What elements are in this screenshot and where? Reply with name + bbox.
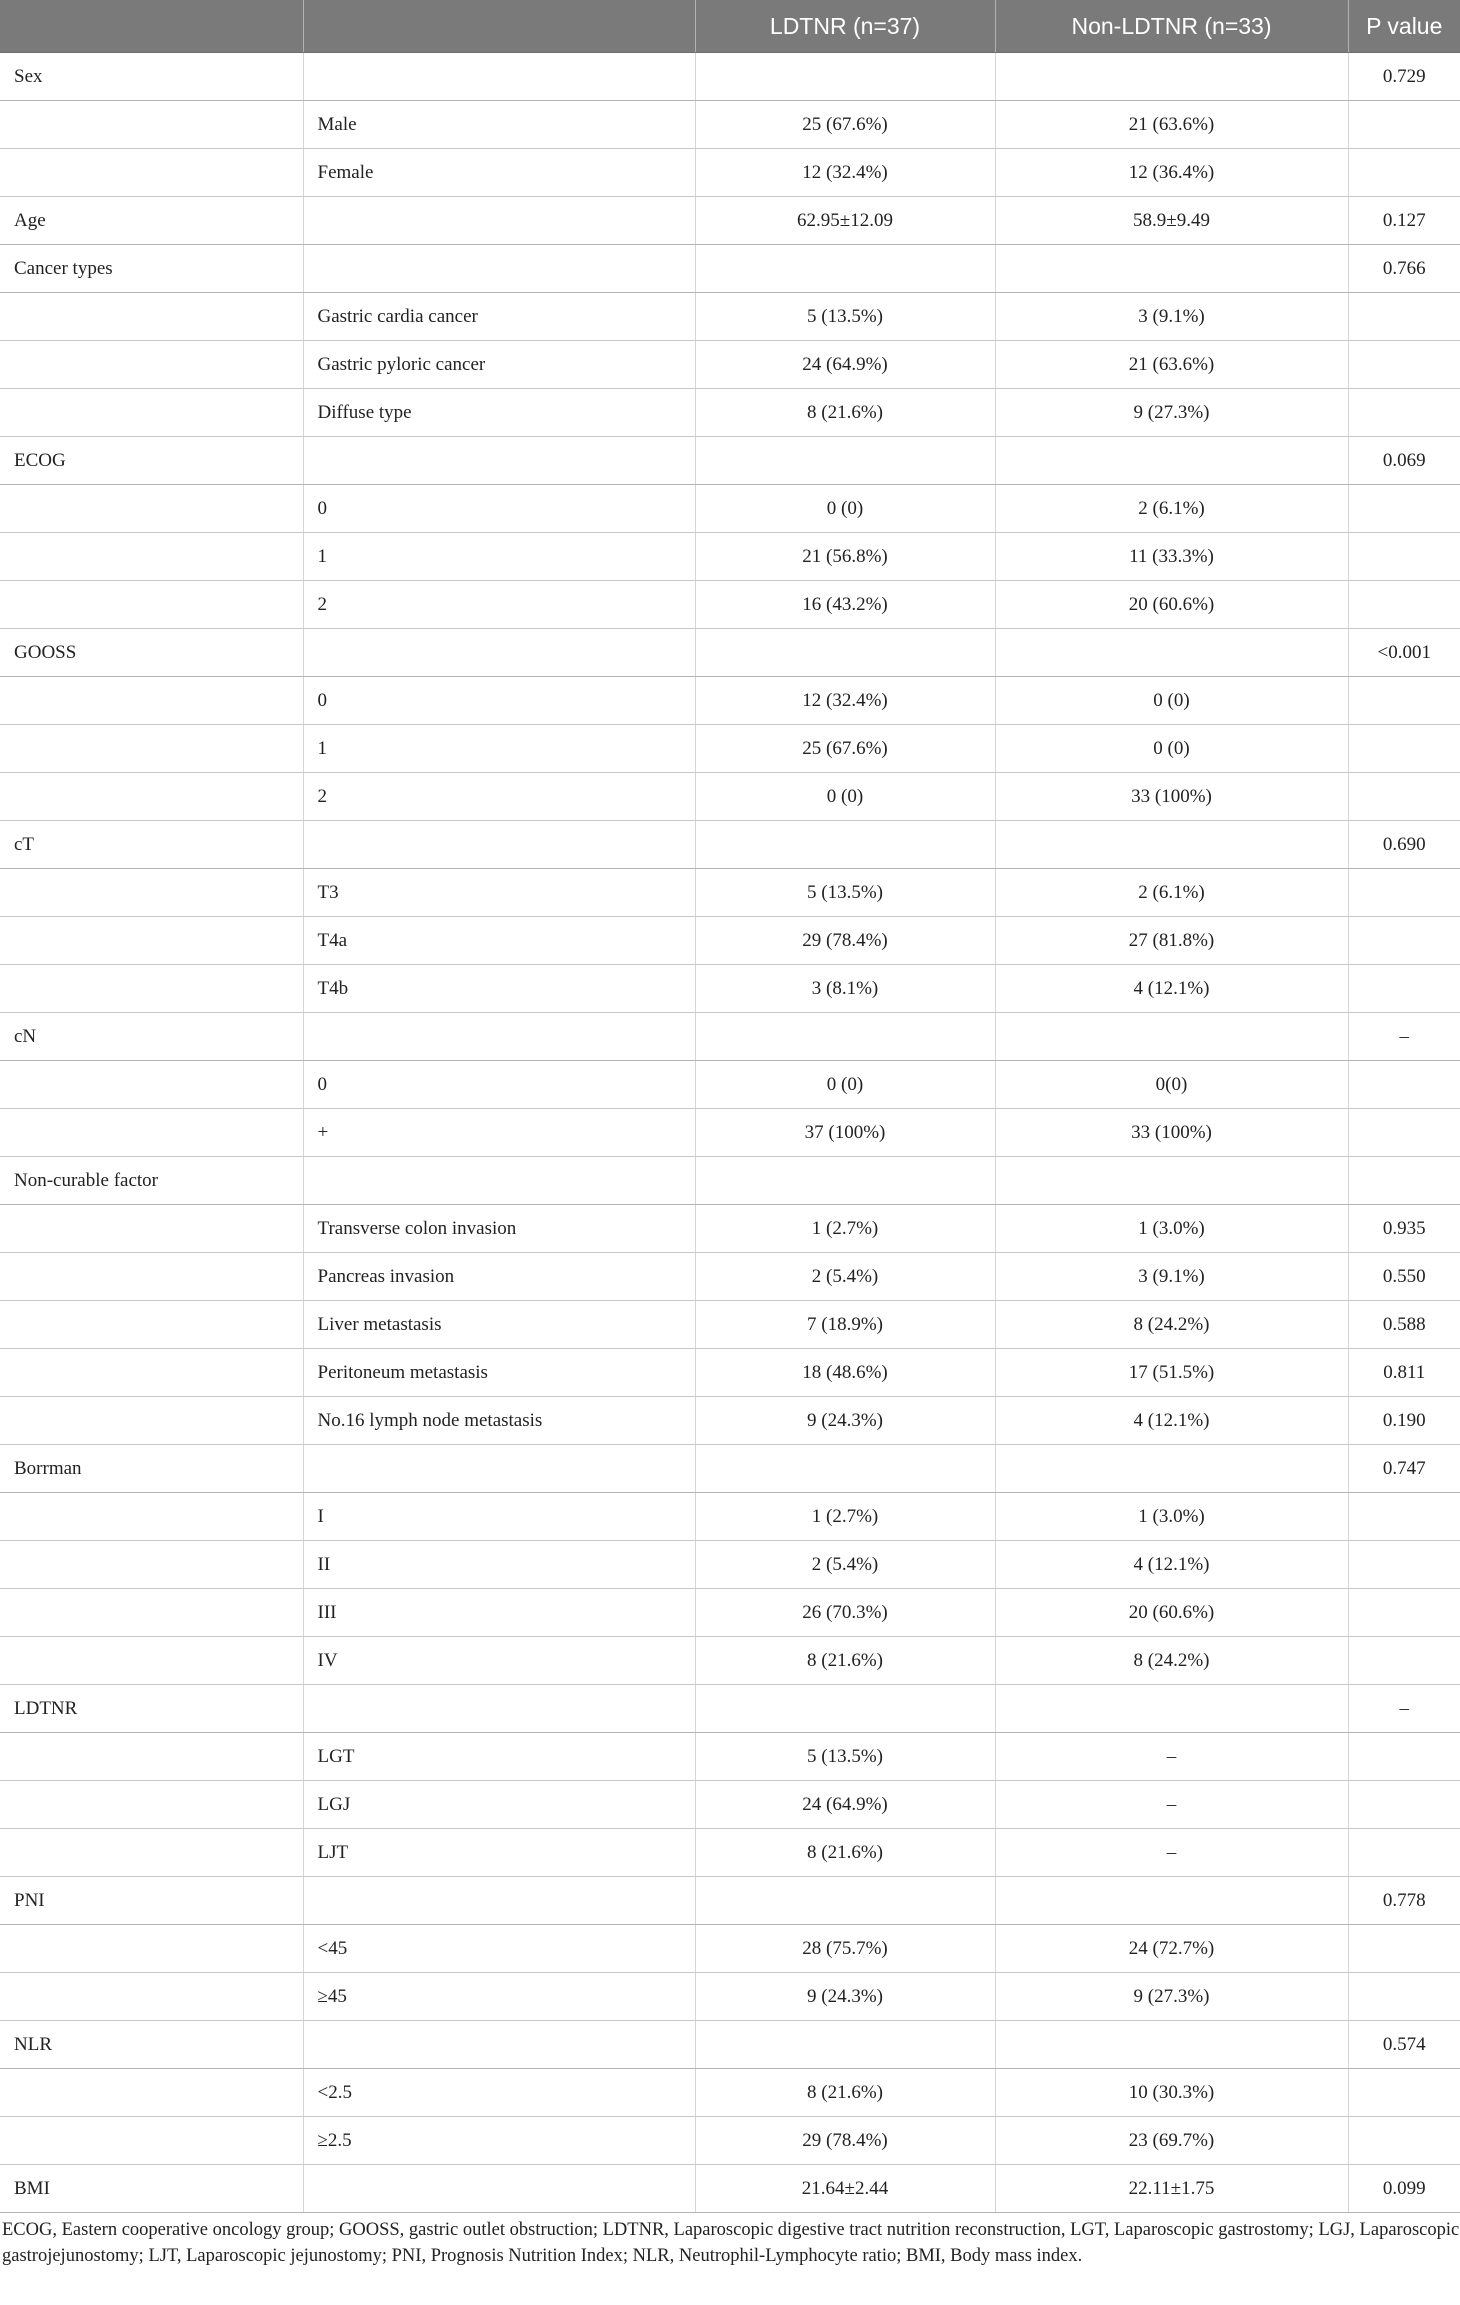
cell-ldtnr: 12 (32.4%) — [695, 677, 995, 725]
cell-non-ldtnr: 2 (6.1%) — [995, 869, 1348, 917]
cell-level: T4a — [303, 917, 695, 965]
table-body — [0, 53, 1460, 2213]
cell-ldtnr — [695, 1445, 995, 1493]
cell-p-value: 0.588 — [1348, 1301, 1460, 1349]
cell-p-value — [1348, 1109, 1460, 1157]
cell-p-value — [1348, 773, 1460, 821]
cell-ldtnr: 5 (13.5%) — [695, 869, 995, 917]
table-row — [0, 1829, 1460, 1877]
cell-ldtnr: 29 (78.4%) — [695, 2117, 995, 2165]
cell-ldtnr: 1 (2.7%) — [695, 1205, 995, 1253]
cell-variable — [0, 1733, 303, 1781]
cell-p-value — [1348, 1781, 1460, 1829]
cell-p-value — [1348, 1973, 1460, 2021]
table-row — [0, 1205, 1460, 1253]
cell-non-ldtnr — [995, 1157, 1348, 1205]
cell-ldtnr: 2 (5.4%) — [695, 1253, 995, 1301]
cell-ldtnr: 8 (21.6%) — [695, 389, 995, 437]
cell-variable — [0, 1205, 303, 1253]
cell-ldtnr: 3 (8.1%) — [695, 965, 995, 1013]
cell-p-value — [1348, 581, 1460, 629]
cell-p-value: – — [1348, 1685, 1460, 1733]
table-row — [0, 197, 1460, 245]
table-row — [0, 2021, 1460, 2069]
cell-level: Pancreas invasion — [303, 1253, 695, 1301]
cell-level: 1 — [303, 533, 695, 581]
cell-non-ldtnr: – — [995, 1733, 1348, 1781]
cell-p-value — [1348, 725, 1460, 773]
cell-ldtnr: 8 (21.6%) — [695, 1829, 995, 1877]
cell-non-ldtnr: 21 (63.6%) — [995, 341, 1348, 389]
table-row — [0, 53, 1460, 101]
cell-non-ldtnr: 8 (24.2%) — [995, 1637, 1348, 1685]
cell-level: 2 — [303, 581, 695, 629]
cell-variable — [0, 917, 303, 965]
cell-level: Male — [303, 101, 695, 149]
cell-ldtnr: 8 (21.6%) — [695, 2069, 995, 2117]
cell-level: Gastric cardia cancer — [303, 293, 695, 341]
cell-ldtnr — [695, 1877, 995, 1925]
cell-non-ldtnr: 4 (12.1%) — [995, 1541, 1348, 1589]
cell-level: III — [303, 1589, 695, 1637]
cell-level: T3 — [303, 869, 695, 917]
cell-p-value — [1348, 101, 1460, 149]
cell-level: LGJ — [303, 1781, 695, 1829]
cell-level: Peritoneum metastasis — [303, 1349, 695, 1397]
table-row — [0, 1061, 1460, 1109]
cell-ldtnr: 25 (67.6%) — [695, 725, 995, 773]
cell-variable: Sex — [0, 53, 303, 101]
table-row — [0, 149, 1460, 197]
cell-p-value: 0.729 — [1348, 53, 1460, 101]
cell-p-value: 0.190 — [1348, 1397, 1460, 1445]
cell-variable — [0, 869, 303, 917]
cell-non-ldtnr: 23 (69.7%) — [995, 2117, 1348, 2165]
cell-level: 0 — [303, 677, 695, 725]
cell-ldtnr: 9 (24.3%) — [695, 1397, 995, 1445]
cell-p-value: 0.766 — [1348, 245, 1460, 293]
table-row — [0, 773, 1460, 821]
cell-variable — [0, 1493, 303, 1541]
table-row — [0, 101, 1460, 149]
cell-level: IV — [303, 1637, 695, 1685]
cell-level — [303, 1685, 695, 1733]
cell-variable — [0, 533, 303, 581]
cell-ldtnr: 2 (5.4%) — [695, 1541, 995, 1589]
cell-ldtnr — [695, 437, 995, 485]
cell-p-value — [1348, 1925, 1460, 1973]
table-row — [0, 2165, 1460, 2213]
cell-variable: GOOSS — [0, 629, 303, 677]
cell-variable — [0, 1349, 303, 1397]
cell-ldtnr: 25 (67.6%) — [695, 101, 995, 149]
cell-variable — [0, 1781, 303, 1829]
cell-level — [303, 2021, 695, 2069]
cell-level — [303, 53, 695, 101]
cell-non-ldtnr: 3 (9.1%) — [995, 1253, 1348, 1301]
cell-p-value — [1348, 965, 1460, 1013]
cell-variable: NLR — [0, 2021, 303, 2069]
cell-ldtnr: 29 (78.4%) — [695, 917, 995, 965]
table-row — [0, 1589, 1460, 1637]
cell-variable — [0, 1109, 303, 1157]
table-row — [0, 1445, 1460, 1493]
cell-non-ldtnr: 4 (12.1%) — [995, 965, 1348, 1013]
cell-non-ldtnr — [995, 245, 1348, 293]
cell-variable — [0, 101, 303, 149]
table-row — [0, 629, 1460, 677]
cell-variable: PNI — [0, 1877, 303, 1925]
cell-level: II — [303, 1541, 695, 1589]
cell-level: 0 — [303, 485, 695, 533]
table-row — [0, 293, 1460, 341]
cell-ldtnr: 24 (64.9%) — [695, 1781, 995, 1829]
cell-non-ldtnr: 21 (63.6%) — [995, 101, 1348, 149]
cell-non-ldtnr: 0 (0) — [995, 725, 1348, 773]
cell-ldtnr: 16 (43.2%) — [695, 581, 995, 629]
cell-non-ldtnr — [995, 1445, 1348, 1493]
cell-variable: Borrman — [0, 1445, 303, 1493]
cell-variable — [0, 293, 303, 341]
cell-ldtnr — [695, 245, 995, 293]
cell-variable: BMI — [0, 2165, 303, 2213]
cell-non-ldtnr — [995, 1013, 1348, 1061]
cell-level — [303, 2165, 695, 2213]
cell-p-value — [1348, 341, 1460, 389]
cell-ldtnr: 18 (48.6%) — [695, 1349, 995, 1397]
table-row — [0, 1253, 1460, 1301]
table-row — [0, 2069, 1460, 2117]
cell-p-value — [1348, 1157, 1460, 1205]
cell-non-ldtnr: – — [995, 1781, 1348, 1829]
cell-ldtnr: 28 (75.7%) — [695, 1925, 995, 1973]
cell-ldtnr — [695, 1685, 995, 1733]
cell-non-ldtnr: 1 (3.0%) — [995, 1493, 1348, 1541]
table-row — [0, 1637, 1460, 1685]
cell-p-value — [1348, 293, 1460, 341]
table-row — [0, 1877, 1460, 1925]
table-row — [0, 1541, 1460, 1589]
cell-non-ldtnr: 17 (51.5%) — [995, 1349, 1348, 1397]
header-p-value: P value — [1348, 0, 1460, 53]
table-row — [0, 1973, 1460, 2021]
cell-variable — [0, 725, 303, 773]
cell-non-ldtnr — [995, 53, 1348, 101]
cell-non-ldtnr: 11 (33.3%) — [995, 533, 1348, 581]
cell-p-value: 0.099 — [1348, 2165, 1460, 2213]
table-row — [0, 533, 1460, 581]
cell-non-ldtnr: 58.9±9.49 — [995, 197, 1348, 245]
cell-non-ldtnr — [995, 437, 1348, 485]
cell-level — [303, 1877, 695, 1925]
cell-p-value: 0.069 — [1348, 437, 1460, 485]
table-row — [0, 869, 1460, 917]
cell-p-value: <0.001 — [1348, 629, 1460, 677]
header-variable — [0, 0, 303, 53]
cell-level — [303, 1157, 695, 1205]
cell-ldtnr — [695, 53, 995, 101]
cell-variable — [0, 1829, 303, 1877]
cell-level: <2.5 — [303, 2069, 695, 2117]
table-row — [0, 1301, 1460, 1349]
table-row — [0, 1157, 1460, 1205]
cell-p-value: 0.690 — [1348, 821, 1460, 869]
cell-variable: LDTNR — [0, 1685, 303, 1733]
table-row — [0, 1925, 1460, 1973]
cell-variable: Non-curable factor — [0, 1157, 303, 1205]
table-row — [0, 821, 1460, 869]
cell-p-value — [1348, 1589, 1460, 1637]
table-row — [0, 581, 1460, 629]
table-row — [0, 677, 1460, 725]
table-row — [0, 725, 1460, 773]
cell-variable — [0, 1589, 303, 1637]
table-row — [0, 1781, 1460, 1829]
cell-level: I — [303, 1493, 695, 1541]
table-row — [0, 485, 1460, 533]
cell-non-ldtnr — [995, 1685, 1348, 1733]
cell-p-value — [1348, 149, 1460, 197]
cell-ldtnr — [695, 629, 995, 677]
cell-level — [303, 245, 695, 293]
table-row — [0, 341, 1460, 389]
cell-level: 0 — [303, 1061, 695, 1109]
cell-variable: cN — [0, 1013, 303, 1061]
cell-ldtnr: 12 (32.4%) — [695, 149, 995, 197]
table-row — [0, 1493, 1460, 1541]
cell-ldtnr: 8 (21.6%) — [695, 1637, 995, 1685]
cell-level: Diffuse type — [303, 389, 695, 437]
cell-variable: cT — [0, 821, 303, 869]
cell-non-ldtnr: 33 (100%) — [995, 773, 1348, 821]
cell-non-ldtnr — [995, 821, 1348, 869]
table-row — [0, 1349, 1460, 1397]
header-level — [303, 0, 695, 53]
cell-level — [303, 437, 695, 485]
cell-variable — [0, 2069, 303, 2117]
cell-level: + — [303, 1109, 695, 1157]
table-row — [0, 1013, 1460, 1061]
cell-variable — [0, 2117, 303, 2165]
cell-p-value: – — [1348, 1013, 1460, 1061]
cell-p-value — [1348, 1541, 1460, 1589]
cell-non-ldtnr: 9 (27.3%) — [995, 1973, 1348, 2021]
cell-level: Gastric pyloric cancer — [303, 341, 695, 389]
cell-level: No.16 lymph node metastasis — [303, 1397, 695, 1445]
cell-non-ldtnr: 20 (60.6%) — [995, 1589, 1348, 1637]
cell-ldtnr: 9 (24.3%) — [695, 1973, 995, 2021]
cell-ldtnr: 24 (64.9%) — [695, 341, 995, 389]
cell-non-ldtnr: 24 (72.7%) — [995, 1925, 1348, 1973]
cell-non-ldtnr: 22.11±1.75 — [995, 2165, 1348, 2213]
cell-non-ldtnr: 0(0) — [995, 1061, 1348, 1109]
cell-p-value — [1348, 2069, 1460, 2117]
cell-variable — [0, 1061, 303, 1109]
table-row — [0, 2117, 1460, 2165]
cell-non-ldtnr: 33 (100%) — [995, 1109, 1348, 1157]
cell-p-value: 0.778 — [1348, 1877, 1460, 1925]
cell-p-value — [1348, 1493, 1460, 1541]
cell-non-ldtnr: 20 (60.6%) — [995, 581, 1348, 629]
cell-ldtnr: 37 (100%) — [695, 1109, 995, 1157]
cell-level: 2 — [303, 773, 695, 821]
cell-variable — [0, 149, 303, 197]
cell-non-ldtnr: 10 (30.3%) — [995, 2069, 1348, 2117]
table-row — [0, 965, 1460, 1013]
cell-ldtnr: 5 (13.5%) — [695, 293, 995, 341]
cell-variable: ECOG — [0, 437, 303, 485]
cell-variable: Cancer types — [0, 245, 303, 293]
cell-variable — [0, 1541, 303, 1589]
cell-non-ldtnr: – — [995, 1829, 1348, 1877]
cell-variable — [0, 677, 303, 725]
header-row — [0, 0, 1460, 53]
table-row — [0, 245, 1460, 293]
cell-ldtnr: 62.95±12.09 — [695, 197, 995, 245]
cell-non-ldtnr — [995, 2021, 1348, 2069]
cell-ldtnr — [695, 1157, 995, 1205]
cell-p-value — [1348, 1637, 1460, 1685]
cell-level: Liver metastasis — [303, 1301, 695, 1349]
cell-p-value — [1348, 2117, 1460, 2165]
cell-ldtnr: 0 (0) — [695, 1061, 995, 1109]
cell-level: 1 — [303, 725, 695, 773]
cell-p-value — [1348, 1829, 1460, 1877]
cell-variable — [0, 773, 303, 821]
cell-non-ldtnr: 1 (3.0%) — [995, 1205, 1348, 1253]
cell-level: ≥2.5 — [303, 2117, 695, 2165]
cell-level: ≥45 — [303, 1973, 695, 2021]
cell-non-ldtnr: 0 (0) — [995, 677, 1348, 725]
cell-variable — [0, 581, 303, 629]
cell-non-ldtnr: 8 (24.2%) — [995, 1301, 1348, 1349]
cell-non-ldtnr: 2 (6.1%) — [995, 485, 1348, 533]
cell-variable — [0, 1301, 303, 1349]
cell-ldtnr: 0 (0) — [695, 773, 995, 821]
cell-level: T4b — [303, 965, 695, 1013]
cell-ldtnr: 1 (2.7%) — [695, 1493, 995, 1541]
cell-p-value — [1348, 1061, 1460, 1109]
cell-ldtnr: 7 (18.9%) — [695, 1301, 995, 1349]
cell-p-value: 0.127 — [1348, 197, 1460, 245]
cell-variable — [0, 1397, 303, 1445]
cell-variable — [0, 485, 303, 533]
table-row — [0, 1109, 1460, 1157]
cell-level — [303, 629, 695, 677]
table-row — [0, 917, 1460, 965]
cell-level: Female — [303, 149, 695, 197]
cell-p-value: 0.811 — [1348, 1349, 1460, 1397]
cell-p-value — [1348, 389, 1460, 437]
cell-p-value — [1348, 485, 1460, 533]
cell-variable — [0, 389, 303, 437]
cell-non-ldtnr — [995, 1877, 1348, 1925]
table-footnote: ECOG, Eastern cooperative oncology group; GOOSS, gastric outlet obstruction; LDTNR, Laparoscopic digestive tract nutrition reconstruction, LGT, Laparoscopic gastrostomy; LGJ, Laparoscopic gastrojejunostomy; LJT, Laparoscopic jejunostomy; PNI, Prognosis Nutrition Index; NLR, Neutrophil-Lymphocyte ratio; BMI, Body mass index. — [2, 2220, 1460, 2266]
cell-p-value: 0.574 — [1348, 2021, 1460, 2069]
cell-variable: Age — [0, 197, 303, 245]
cell-non-ldtnr: 27 (81.8%) — [995, 917, 1348, 965]
table-row — [0, 1397, 1460, 1445]
cell-level — [303, 821, 695, 869]
cell-ldtnr — [695, 2021, 995, 2069]
cell-variable — [0, 1925, 303, 1973]
cell-level: Transverse colon invasion — [303, 1205, 695, 1253]
cell-p-value — [1348, 869, 1460, 917]
table-header — [0, 0, 1460, 53]
header-ldtnr: LDTNR (n=37) — [695, 0, 995, 53]
table-row — [0, 1733, 1460, 1781]
table-row — [0, 1685, 1460, 1733]
cell-p-value — [1348, 677, 1460, 725]
cell-ldtnr: 5 (13.5%) — [695, 1733, 995, 1781]
cell-non-ldtnr — [995, 629, 1348, 677]
cell-non-ldtnr: 9 (27.3%) — [995, 389, 1348, 437]
cell-level: LJT — [303, 1829, 695, 1877]
cell-p-value — [1348, 1733, 1460, 1781]
header-non-ldtnr: Non-LDTNR (n=33) — [995, 0, 1348, 53]
cell-ldtnr — [695, 1013, 995, 1061]
cell-p-value: 0.747 — [1348, 1445, 1460, 1493]
cell-variable — [0, 1253, 303, 1301]
table-row — [0, 437, 1460, 485]
cell-level: LGT — [303, 1733, 695, 1781]
cell-non-ldtnr: 12 (36.4%) — [995, 149, 1348, 197]
cell-p-value — [1348, 533, 1460, 581]
cell-p-value — [1348, 917, 1460, 965]
cell-ldtnr — [695, 821, 995, 869]
cell-non-ldtnr: 4 (12.1%) — [995, 1397, 1348, 1445]
cell-ldtnr: 0 (0) — [695, 485, 995, 533]
cell-variable — [0, 1973, 303, 2021]
cell-ldtnr: 26 (70.3%) — [695, 1589, 995, 1637]
cell-variable — [0, 965, 303, 1013]
cell-variable — [0, 341, 303, 389]
cell-ldtnr: 21 (56.8%) — [695, 533, 995, 581]
cell-level: <45 — [303, 1925, 695, 1973]
cell-level — [303, 1013, 695, 1061]
cell-p-value: 0.550 — [1348, 1253, 1460, 1301]
cell-level — [303, 197, 695, 245]
cell-ldtnr: 21.64±2.44 — [695, 2165, 995, 2213]
table-row — [0, 389, 1460, 437]
cell-p-value: 0.935 — [1348, 1205, 1460, 1253]
cell-non-ldtnr: 3 (9.1%) — [995, 293, 1348, 341]
cell-level — [303, 1445, 695, 1493]
cell-variable — [0, 1637, 303, 1685]
